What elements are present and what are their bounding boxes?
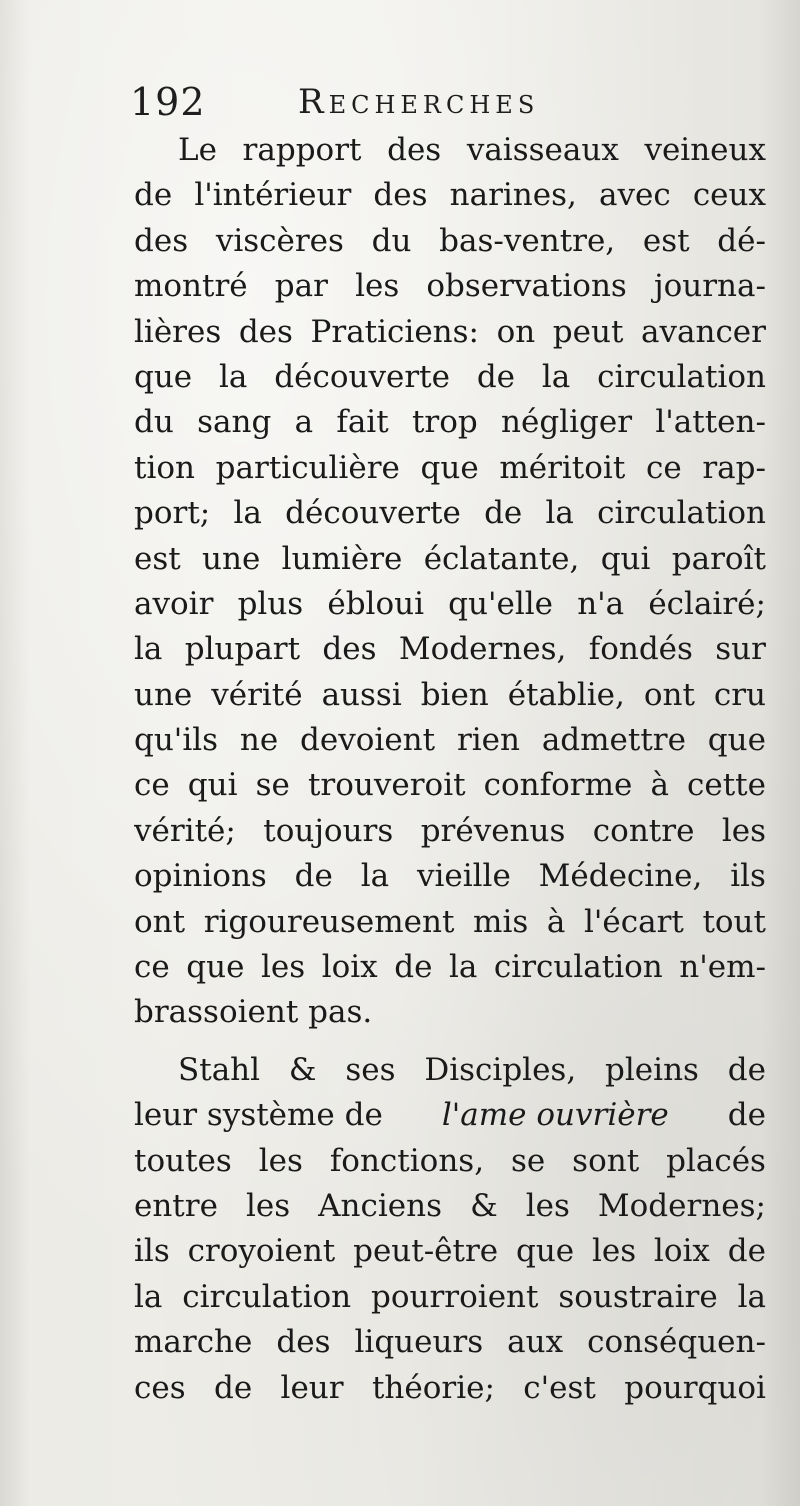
word: l'atten- — [655, 404, 766, 441]
text-line — [134, 446, 766, 491]
text-line — [134, 854, 766, 899]
word: a — [294, 404, 314, 441]
word: de — [476, 358, 516, 395]
word: à — [546, 903, 566, 940]
text-line: brassoient pas. — [134, 994, 373, 1031]
word: marche — [134, 1324, 253, 1361]
word: veineux — [644, 132, 766, 168]
body-text — [134, 128, 766, 1411]
word: sang — [197, 404, 272, 441]
word: c'est — [523, 1369, 596, 1406]
word: pourroient — [371, 1278, 539, 1315]
text-line — [134, 355, 766, 400]
word: qu'elle — [448, 585, 554, 622]
text-line — [134, 673, 766, 718]
word: des — [134, 222, 189, 259]
word: n'a — [577, 585, 625, 622]
word: des — [276, 1324, 331, 1361]
word: ils — [134, 1233, 170, 1270]
word: circulation — [597, 358, 766, 395]
word: dé- — [717, 222, 766, 259]
word: plus — [237, 585, 304, 622]
word: de — [394, 949, 433, 986]
word: une — [202, 540, 261, 577]
text-line — [134, 1139, 766, 1184]
word: pleins — [605, 1051, 699, 1088]
text-line — [134, 1366, 766, 1411]
word: la — [233, 495, 262, 532]
word: Anciens — [318, 1187, 443, 1224]
word: conséquen- — [587, 1324, 766, 1361]
text-line — [134, 310, 766, 355]
word: vérité — [211, 676, 303, 713]
text-line — [134, 1275, 766, 1320]
word: ce — [134, 949, 170, 986]
word: que — [515, 1233, 575, 1270]
word: rigoureusement — [203, 903, 455, 940]
word: Le — [178, 132, 217, 168]
text-line — [134, 128, 766, 173]
word: Modernes, — [398, 631, 567, 668]
word: circulation — [597, 495, 766, 532]
word: des — [238, 313, 293, 350]
word: opinions — [134, 858, 267, 895]
word: Disciples, — [424, 1051, 577, 1088]
word: du — [134, 404, 174, 441]
word: rapport — [242, 132, 362, 168]
word: qui — [600, 540, 651, 577]
word: se — [255, 767, 290, 804]
word: soustraire — [558, 1278, 718, 1315]
text-line — [134, 1048, 766, 1093]
word: du — [371, 222, 412, 259]
word: bas-ventre, — [439, 222, 616, 259]
word: particulière — [215, 449, 400, 486]
word: aux — [507, 1324, 564, 1361]
word: mis — [473, 903, 529, 940]
word: trop — [411, 404, 478, 441]
word: avec — [599, 177, 671, 214]
running-head: Recherches — [298, 82, 540, 122]
word: que — [707, 722, 766, 759]
word: de — [134, 177, 173, 214]
word: la — [448, 949, 478, 986]
word: circulation — [182, 1278, 352, 1315]
word: & — [470, 1187, 498, 1224]
italic-phrase: l'ame ouvrière — [441, 1097, 669, 1134]
word: toujours — [263, 812, 394, 849]
word: contre — [592, 812, 695, 849]
word: devoient — [300, 722, 436, 759]
word: découverte — [274, 358, 450, 395]
word: paroît — [671, 540, 766, 577]
text-line — [134, 718, 766, 763]
word: admettre — [541, 722, 686, 759]
word: vieille — [416, 858, 511, 895]
word: les — [525, 1187, 570, 1224]
word: des — [322, 631, 377, 668]
text-line — [134, 627, 766, 672]
word: ce — [645, 449, 682, 486]
page-header — [130, 74, 770, 134]
word: négliger — [501, 404, 633, 441]
word: narines, — [449, 177, 577, 214]
word: que — [134, 358, 193, 395]
text-line — [134, 173, 766, 218]
text-line — [134, 400, 766, 445]
word: les — [245, 1187, 291, 1224]
word: fait — [336, 404, 389, 441]
word: ces — [134, 1369, 186, 1406]
word: rap- — [702, 449, 766, 486]
word: ils — [730, 858, 766, 895]
word: la — [541, 358, 571, 395]
word: cette — [687, 767, 766, 804]
word: que — [186, 949, 245, 986]
word: les — [721, 812, 766, 849]
word: les — [260, 949, 306, 986]
text-line — [134, 582, 766, 627]
word: établie, — [507, 676, 625, 713]
word: aussi — [321, 676, 402, 713]
word: ont — [643, 676, 695, 713]
word: bien — [420, 676, 489, 713]
word: avancer — [641, 313, 766, 350]
text-line — [134, 945, 766, 990]
word: Praticiens: — [310, 313, 479, 350]
word: avoir — [134, 585, 214, 622]
page-number: 192 — [130, 80, 206, 124]
word: se — [510, 1142, 546, 1179]
word: & — [288, 1051, 317, 1088]
word: les — [258, 1142, 303, 1179]
word: conforme — [483, 767, 633, 804]
word: éclairé; — [648, 585, 766, 622]
word: entre — [134, 1187, 218, 1224]
text-line — [134, 1093, 766, 1138]
word: journa- — [653, 268, 766, 305]
word: les — [355, 268, 400, 305]
word: circulation — [493, 949, 663, 986]
word: peut — [552, 313, 624, 350]
word: loix — [321, 949, 378, 986]
text-line — [134, 900, 766, 945]
word: fonctions, — [329, 1142, 485, 1179]
word: loix — [653, 1233, 710, 1270]
word: Modernes; — [597, 1187, 766, 1224]
word: Médecine, — [538, 858, 703, 895]
word: cru — [713, 676, 766, 713]
word: vaisseaux — [466, 132, 619, 168]
word: l'intérieur — [194, 177, 352, 214]
word: les — [591, 1233, 637, 1270]
word: par — [274, 268, 328, 305]
word: qui — [187, 767, 238, 804]
word: plupart — [184, 631, 301, 668]
word: théorie; — [371, 1369, 495, 1406]
word: sont — [572, 1142, 640, 1179]
word: ont — [134, 903, 186, 940]
word: de — [213, 1369, 253, 1406]
word: l'écart — [583, 903, 684, 940]
text-run: de — [727, 1097, 766, 1134]
text-line — [134, 219, 766, 264]
text-line — [134, 763, 766, 808]
text-line — [134, 264, 766, 309]
text-line — [134, 809, 766, 854]
word: liqueurs — [354, 1324, 484, 1361]
word: méritoit — [499, 449, 626, 486]
word: sur — [715, 631, 766, 668]
word: des — [387, 132, 442, 168]
word: peut-être — [353, 1233, 499, 1270]
word: ne — [239, 722, 279, 759]
word: pourquoi — [624, 1369, 766, 1406]
word: ceux — [692, 177, 766, 214]
word: n'em- — [679, 949, 766, 986]
word: tout — [702, 903, 766, 940]
word: prévenus — [420, 812, 566, 849]
word: découverte — [285, 495, 461, 532]
word: ses — [345, 1051, 396, 1088]
word: est — [642, 222, 690, 259]
word: viscères — [215, 222, 344, 259]
word: de — [484, 495, 523, 532]
text-line — [134, 1320, 766, 1365]
word: trouveroit — [307, 767, 466, 804]
word: tion — [134, 449, 196, 486]
word: toutes — [134, 1142, 232, 1179]
word: la — [219, 358, 248, 395]
word: que — [420, 449, 479, 486]
word: fondés — [588, 631, 693, 668]
word: de — [727, 1051, 766, 1088]
word: on — [496, 313, 536, 350]
word: croyoient — [187, 1233, 336, 1270]
word: est — [134, 540, 181, 577]
text-run: leur système de — [134, 1097, 383, 1134]
word: la — [545, 495, 574, 532]
word: de — [294, 858, 333, 895]
word: la — [737, 1278, 766, 1315]
text-line — [134, 537, 766, 582]
text-line — [134, 1229, 766, 1274]
word: une — [134, 676, 193, 713]
word: ébloui — [327, 585, 425, 622]
word: leur — [280, 1369, 344, 1406]
word: qu'ils — [134, 722, 219, 759]
word: ce — [134, 767, 170, 804]
word: vérité; — [134, 812, 236, 849]
word: de — [727, 1233, 766, 1270]
word: observations — [426, 268, 627, 305]
word: port; — [134, 495, 211, 532]
word: lumière — [281, 540, 403, 577]
word: montré — [134, 268, 248, 305]
word: placés — [666, 1142, 766, 1179]
text-line — [134, 1184, 766, 1229]
word: Stahl — [178, 1051, 261, 1088]
word: la — [134, 1278, 163, 1315]
word: à — [650, 767, 669, 804]
word: éclatante, — [423, 540, 580, 577]
word: la — [360, 858, 390, 895]
word: lières — [134, 313, 222, 350]
word: des — [373, 177, 428, 214]
text-line — [134, 491, 766, 536]
word: rien — [456, 722, 520, 759]
word: la — [134, 631, 163, 668]
